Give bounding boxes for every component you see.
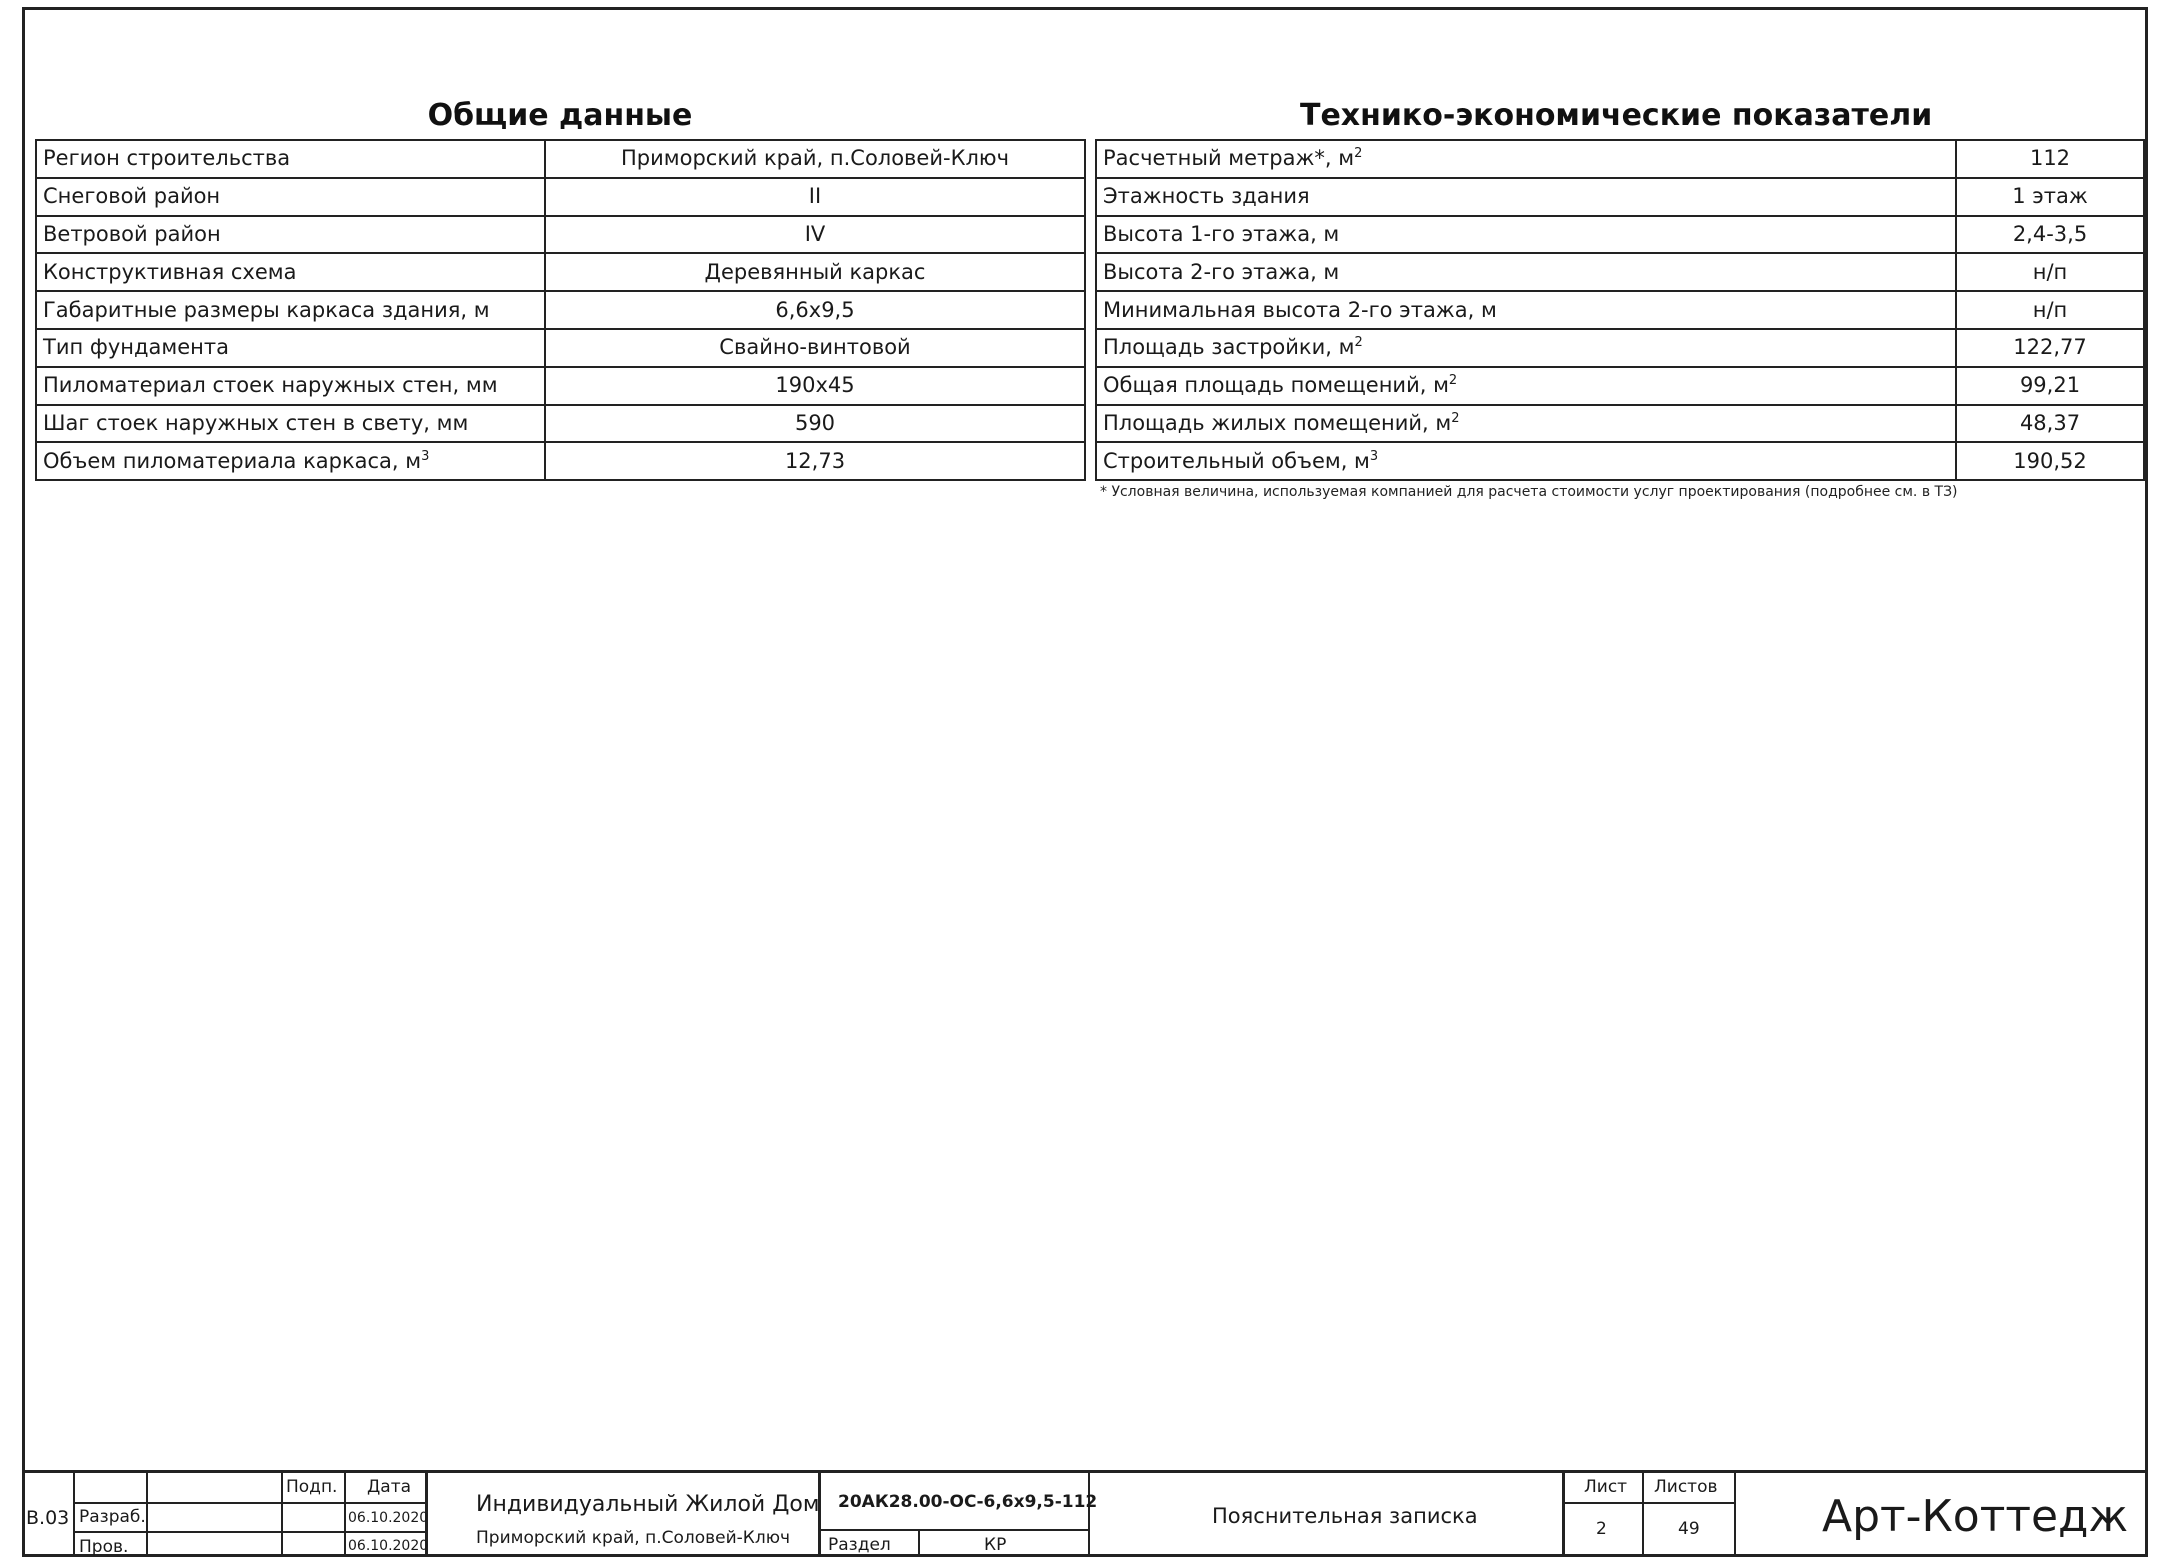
tep-title: Технико-экономические показатели: [1300, 98, 1933, 133]
tep-row-label: Минимальная высота 2-го этажа, м: [1096, 291, 1956, 329]
stamp-date-1: 06.10.2020: [348, 1510, 429, 1526]
general-row-value: 12,73: [545, 442, 1085, 480]
tep-row: [1096, 367, 2144, 405]
general-row-label: Ветровой район: [36, 216, 545, 254]
general-row-label: Объем пиломатериала каркаса, $м^3$: [36, 442, 545, 480]
tep-row-label: Площадь жилых помещений, $м^2$: [1096, 405, 1956, 443]
tep-row-value: 48,37: [1956, 405, 2144, 443]
stamp-section-value: КР: [984, 1535, 1007, 1555]
general-row: [36, 405, 1085, 443]
general-row-label: Шаг стоек наружных стен в свету, мм: [36, 405, 545, 443]
general-row-label: Регион строительства: [36, 140, 545, 178]
stamp-role-checker: Пров.: [79, 1537, 129, 1557]
company-logo-text: Арт-Коттедж: [1822, 1491, 2129, 1542]
stamp-code: 20АК28.00-ОС-6,6х9,5-112: [838, 1492, 1098, 1512]
tep-row-value: н/п: [1956, 291, 2144, 329]
tep-row-value: 2,4-3,5: [1956, 216, 2144, 254]
tep-row-value: 190,52: [1956, 442, 2144, 480]
tep-row-label: Расчетный метраж*, $м^2$: [1096, 140, 1956, 178]
tep-row: [1096, 329, 2144, 367]
tep-row-label: Площадь застройки, $м^2$: [1096, 329, 1956, 367]
tep-row: [1096, 140, 2144, 178]
stamp-version: В.03: [26, 1507, 70, 1529]
general-row-label: Тип фундамента: [36, 329, 545, 367]
general-row-label: Конструктивная схема: [36, 253, 545, 291]
stamp-section-label: Раздел: [828, 1535, 891, 1555]
tep-table: [1095, 139, 2145, 481]
tep-row-value: 112: [1956, 140, 2144, 178]
tep-footnote: * Условная величина, используемая компанией для расчета стоимости услуг проектирования (подробнее см. в ТЗ): [1100, 484, 1958, 500]
tep-row-label: Строительный объем, $м^3$: [1096, 442, 1956, 480]
stamp-date-2: 06.10.2020: [348, 1538, 429, 1554]
tep-row: [1096, 178, 2144, 216]
general-row: [36, 367, 1085, 405]
stamp-sheet-value: 2: [1596, 1519, 1607, 1539]
stamp-project-title: Индивидуальный Жилой Дом: [476, 1492, 820, 1517]
tep-row-label: Высота 1-го этажа, м: [1096, 216, 1956, 254]
tep-row-value: 1 этаж: [1956, 178, 2144, 216]
stamp-sheets-value: 49: [1678, 1519, 1700, 1539]
general-row: [36, 329, 1085, 367]
stamp-doc-title: Пояснительная записка: [1212, 1504, 1478, 1528]
general-row: [36, 216, 1085, 254]
tep-row-label: Этажность здания: [1096, 178, 1956, 216]
stamp-date-header: Дата: [367, 1477, 412, 1497]
general-row: [36, 178, 1085, 216]
title-block: [22, 1470, 2148, 1557]
tep-row: [1096, 405, 2144, 443]
tep-row-label: Общая площадь помещений, $м^2$: [1096, 367, 1956, 405]
general-row-label: Снеговой район: [36, 178, 545, 216]
general-row: [36, 442, 1085, 480]
tep-row-value: н/п: [1956, 253, 2144, 291]
general-row-value: IV: [545, 216, 1085, 254]
stamp-sheet-label: Лист: [1584, 1477, 1628, 1497]
tep-row: [1096, 291, 2144, 329]
tep-row-value: 122,77: [1956, 329, 2144, 367]
tep-row-label: Высота 2-го этажа, м: [1096, 253, 1956, 291]
general-row: [36, 140, 1085, 178]
general-row: [36, 253, 1085, 291]
general-row-value: 190х45: [545, 367, 1085, 405]
general-row-value: II: [545, 178, 1085, 216]
general-row-value: 6,6х9,5: [545, 291, 1085, 329]
general-row-label: Габаритные размеры каркаса здания, м: [36, 291, 545, 329]
general-row-value: Свайно-винтовой: [545, 329, 1085, 367]
stamp-project-location: Приморский край, п.Соловей-Ключ: [476, 1528, 791, 1548]
general-row: [36, 291, 1085, 329]
tep-row: [1096, 253, 2144, 291]
tep-row: [1096, 216, 2144, 254]
general-data-title: Общие данные: [427, 98, 693, 133]
general-row-label: Пиломатериал стоек наружных стен, мм: [36, 367, 545, 405]
general-row-value: Приморский край, п.Соловей-Ключ: [545, 140, 1085, 178]
stamp-sign-header: Подп.: [286, 1477, 338, 1497]
general-row-value: 590: [545, 405, 1085, 443]
stamp-role-developer: Разраб.: [79, 1507, 146, 1527]
general-data-table: [35, 139, 1086, 481]
general-row-value: Деревянный каркас: [545, 253, 1085, 291]
tep-row: [1096, 442, 2144, 480]
stamp-sheets-label: Листов: [1654, 1477, 1718, 1497]
tep-row-value: 99,21: [1956, 367, 2144, 405]
